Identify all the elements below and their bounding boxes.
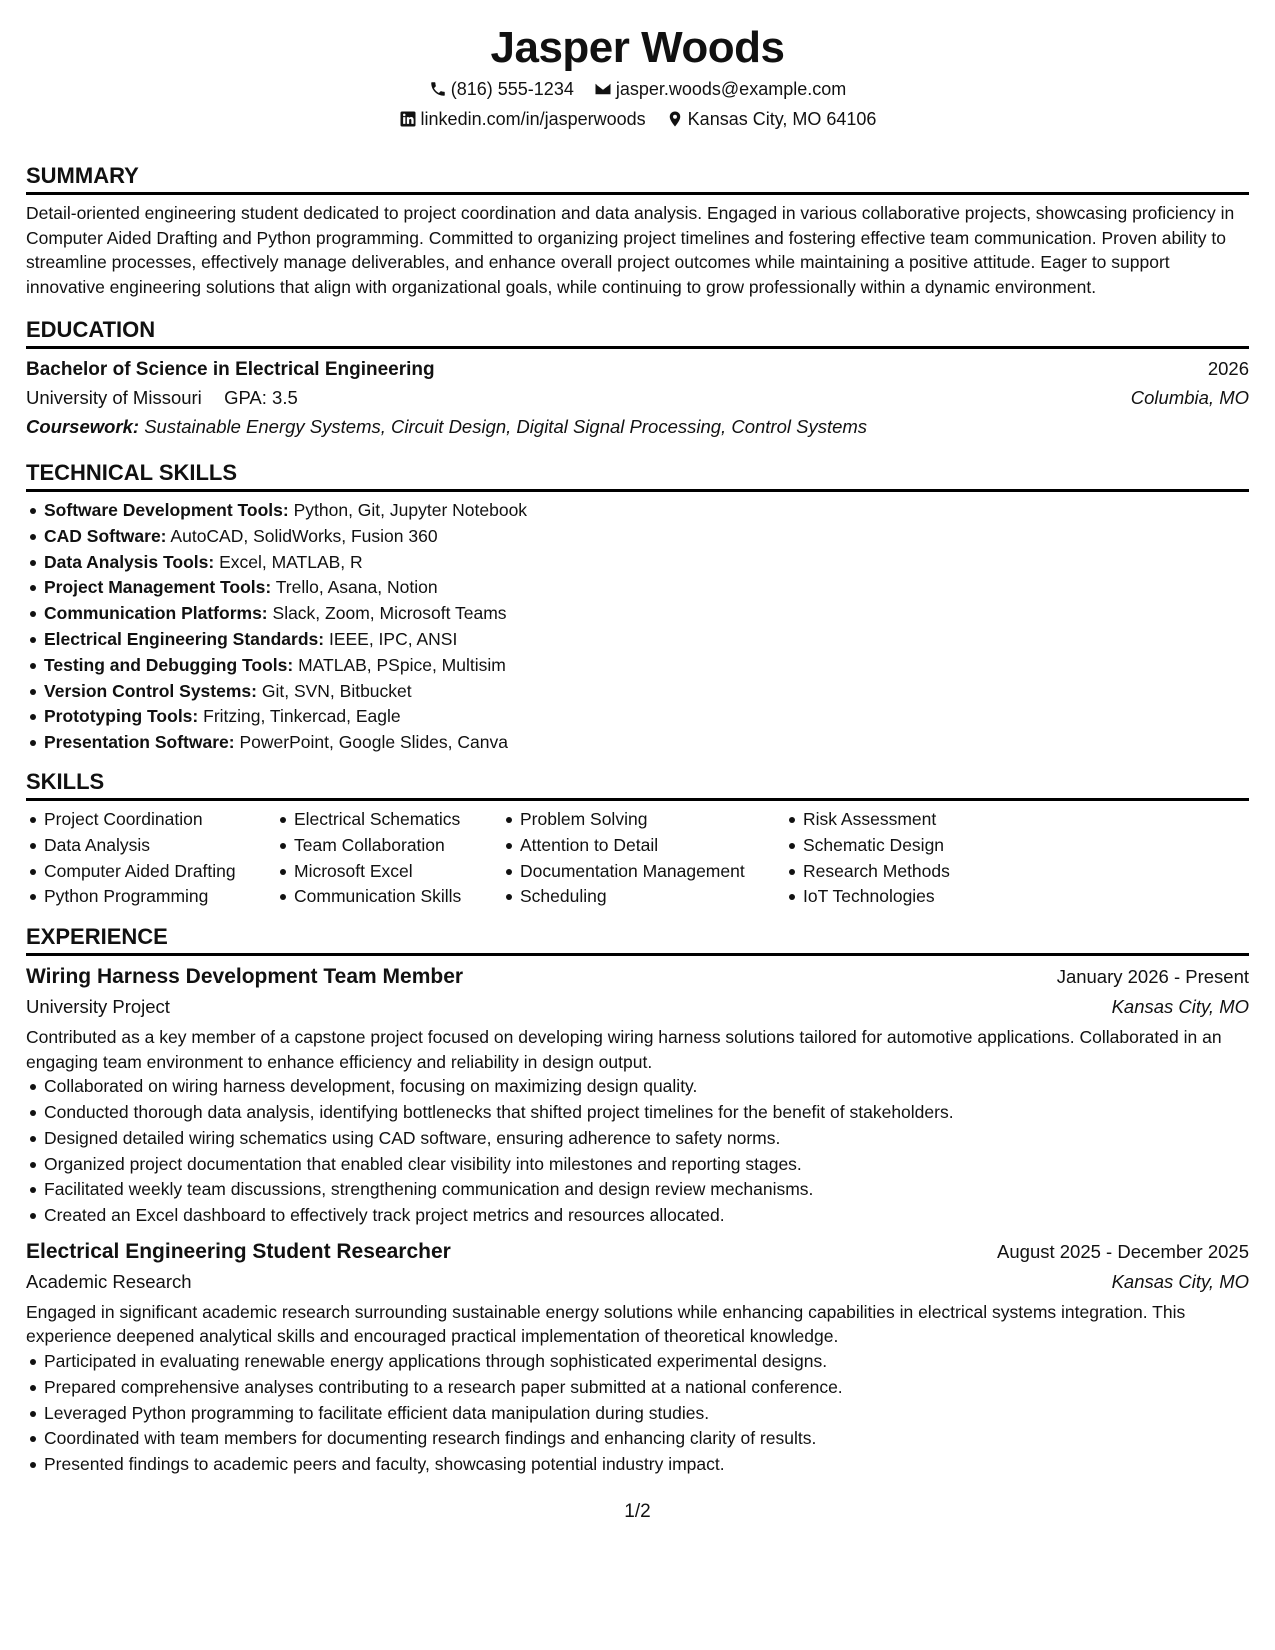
job-dates: January 2026 - Present	[1056, 966, 1249, 988]
skill-values: Fritzing, Tinkercad, Eagle	[203, 706, 401, 727]
list-item: Python Programming	[44, 884, 276, 910]
candidate-name: Jasper Woods	[490, 23, 785, 72]
skills-column-2	[276, 807, 502, 910]
job-bullets	[26, 1349, 1249, 1478]
list-item: Conducted thorough data analysis, identifying bottlenecks that shifted project timelines for the benefit of stakeholders.	[44, 1100, 1249, 1126]
job-location: Kansas City, MO	[1111, 1270, 1249, 1292]
skills-column-1	[26, 807, 276, 910]
summary-section	[26, 162, 1249, 299]
list-item: Leveraged Python programming to facilitate efficient data manipulation during studies.	[44, 1401, 1249, 1427]
list-item	[44, 704, 1249, 730]
skill-values: Excel, MATLAB, R	[219, 551, 363, 572]
list-item: Electrical Schematics	[294, 807, 502, 833]
coursework-label: Coursework:	[26, 416, 140, 437]
list-item: Created an Excel dashboard to effectively track project metrics and resources allocated.	[44, 1203, 1249, 1229]
skill-values: Python, Git, Jupyter Notebook	[293, 500, 528, 520]
skill-values: PowerPoint, Google Slides, Canva	[239, 732, 508, 753]
skills-column-3	[502, 807, 785, 910]
skill-values: AutoCAD, SolidWorks, Fusion 360	[170, 525, 438, 546]
skill-category: Communication Platforms:	[44, 603, 268, 624]
skill-values: MATLAB, PSpice, Multisim	[298, 654, 506, 675]
school-info	[26, 384, 298, 412]
list-item: Computer Aided Drafting	[44, 859, 276, 885]
skill-category: Project Management Tools:	[44, 577, 272, 598]
school-name: University of Missouri	[26, 387, 202, 408]
skill-category: Software Development Tools:	[44, 500, 289, 520]
list-item: Attention to Detail	[520, 833, 785, 859]
skill-category: CAD Software:	[44, 525, 167, 546]
gpa: GPA: 3.5	[224, 387, 298, 408]
list-item: Team Collaboration	[294, 833, 502, 859]
list-item: Communication Skills	[294, 884, 502, 910]
experience-header	[26, 962, 1249, 992]
section-title-skills: SKILLS	[26, 768, 1249, 801]
list-item: Scheduling	[520, 884, 785, 910]
skill-category: Testing and Debugging Tools:	[44, 654, 294, 675]
coursework-list: Sustainable Energy Systems, Circuit Design, Digital Signal Processing, Control Systems	[144, 416, 868, 437]
list-item	[44, 498, 1249, 524]
education-row-2	[26, 384, 1249, 412]
experience-header	[26, 1237, 1249, 1267]
list-item: Participated in evaluating renewable energy applications through sophisticated experimental designs.	[44, 1349, 1249, 1375]
list-item: Microsoft Excel	[294, 859, 502, 885]
job-description: Contributed as a key member of a capstone project focused on developing wiring harness solutions tailored for automotive applications. Collaborated in an engaging team environment to enhance efficiency and reliability in design output.	[26, 1027, 1222, 1072]
experience-subheader	[26, 1267, 1249, 1297]
list-item	[44, 627, 1249, 653]
phone-contact	[429, 74, 574, 104]
education-row-1	[26, 355, 1249, 384]
job-location: Kansas City, MO	[1111, 996, 1249, 1018]
list-item: Problem Solving	[520, 807, 785, 833]
list-item	[44, 679, 1249, 705]
skill-values: Git, SVN, Bitbucket	[261, 680, 412, 701]
list-item: Collaborated on wiring harness development, focusing on maximizing design quality.	[44, 1074, 1249, 1100]
skill-category: Version Control Systems:	[44, 680, 257, 701]
list-item: Prepared comprehensive analyses contributing to a research paper submitted at a national conference.	[44, 1375, 1249, 1401]
job-description: Engaged in significant academic research surrounding sustainable energy solutions while enhancing capabilities in electrical systems integration. This experience deepened analytical skills and encouraged practical implementation of theoretical knowledge.	[26, 1301, 1186, 1347]
contact-row-1	[26, 74, 1249, 104]
list-item: IoT Technologies	[803, 884, 1023, 910]
list-item: Data Analysis	[44, 833, 276, 859]
list-item	[44, 575, 1249, 601]
list-item: Presented findings to academic peers and faculty, showcasing potential industry impact.	[44, 1452, 1249, 1478]
summary-text: Detail-oriented engineering student dedicated to project coordination and data analysis. Engaged in various collaborative projects, showcasing proficiency in Computer Aided Drafting and Python programming. Committed to organizing project timelines and fostering effective team communication. Proven ability to streamline processes, effectively manage deliverables, and enhance overall project outcomes while maintaining a positive attitude. Eager to support innovative engineering solutions that align with organizational goals, while continuing to grow professionally within a dynamic environment.	[26, 203, 1235, 297]
page-number: 1/2	[624, 1501, 651, 1522]
job-dates: August 2025 - December 2025	[997, 1240, 1249, 1262]
section-title-technical-skills: TECHNICAL SKILLS	[26, 459, 1249, 492]
technical-skills-list	[26, 498, 1249, 756]
list-item: Project Coordination	[44, 807, 276, 833]
job-organization: University Project	[26, 996, 170, 1018]
skill-category: Prototyping Tools:	[44, 706, 199, 727]
skill-values: Trello, Asana, Notion	[275, 577, 438, 598]
list-item: Documentation Management	[520, 859, 785, 885]
list-item	[44, 601, 1249, 627]
education-section	[26, 316, 1249, 442]
experience-entry	[26, 962, 1249, 1229]
list-item: Risk Assessment	[803, 807, 1023, 833]
location-text: Kansas City, MO 64106	[687, 109, 877, 129]
section-title-experience: EXPERIENCE	[26, 923, 1249, 956]
email-link[interactable]: jasper.woods@example.com	[615, 79, 847, 99]
technical-skills-section	[26, 459, 1249, 756]
section-title-summary: SUMMARY	[26, 162, 1249, 195]
skills-grid	[26, 807, 1249, 910]
skill-category: Data Analysis Tools:	[44, 551, 215, 572]
skill-category: Electrical Engineering Standards:	[44, 628, 325, 649]
skills-column-4	[785, 807, 1023, 910]
experience-entry	[26, 1237, 1249, 1478]
map-pin-icon	[666, 110, 684, 128]
skill-values: Slack, Zoom, Microsoft Teams	[272, 603, 507, 624]
coursework-line	[26, 412, 1249, 442]
location-contact	[666, 104, 877, 134]
graduation-year: 2026	[1207, 358, 1249, 379]
list-item	[44, 524, 1249, 550]
job-title: Wiring Harness Development Team Member	[26, 965, 464, 989]
skill-category: Presentation Software:	[44, 732, 235, 753]
school-location: Columbia, MO	[1130, 387, 1249, 408]
experience-section	[26, 923, 1249, 1478]
phone-icon	[429, 80, 447, 98]
phone-text: (816) 555-1234	[450, 79, 574, 99]
envelope-icon	[594, 80, 612, 98]
job-title: Electrical Engineering Student Researcher	[26, 1239, 451, 1263]
list-item: Coordinated with team members for documenting research findings and enhancing clarity of results.	[44, 1426, 1249, 1452]
job-bullets	[26, 1074, 1249, 1229]
list-item: Schematic Design	[803, 833, 1023, 859]
linkedin-contact[interactable]	[399, 104, 646, 134]
degree-title: Bachelor of Science in Electrical Engineering	[26, 359, 435, 380]
list-item: Research Methods	[803, 859, 1023, 885]
experience-subheader	[26, 992, 1249, 1022]
job-organization: Academic Research	[26, 1270, 192, 1292]
section-title-education: EDUCATION	[26, 316, 1249, 349]
email-contact[interactable]	[594, 74, 846, 104]
list-item	[44, 653, 1249, 679]
skill-values: IEEE, IPC, ANSI	[328, 628, 458, 649]
list-item: Facilitated weekly team discussions, strengthening communication and design review mechanisms.	[44, 1177, 1249, 1203]
list-item	[44, 550, 1249, 576]
list-item: Organized project documentation that enabled clear visibility into milestones and reporting stages.	[44, 1152, 1249, 1178]
linkedin-icon	[399, 110, 417, 128]
linkedin-link[interactable]: linkedin.com/in/jasperwoods	[420, 109, 646, 129]
list-item	[44, 730, 1249, 756]
list-item: Designed detailed wiring schematics using CAD software, ensuring adherence to safety norms.	[44, 1126, 1249, 1152]
contact-row-2	[26, 104, 1249, 134]
skills-section	[26, 768, 1249, 910]
